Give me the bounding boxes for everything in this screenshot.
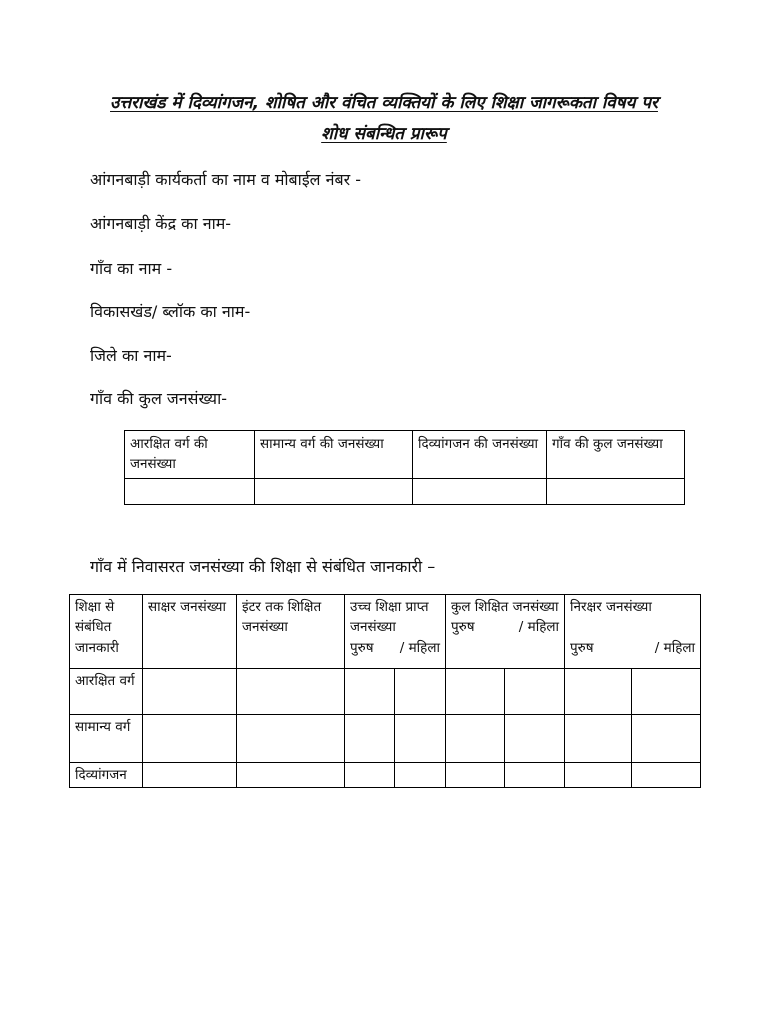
header-total-educated <box>446 595 565 669</box>
field-village-name: गाँव का नाम - <box>90 259 173 278</box>
header-total-educated-label: कुल शिक्षित जनसंख्या <box>451 599 559 615</box>
cell[interactable] <box>632 763 701 788</box>
education-table <box>69 594 701 788</box>
header-reserved-population: आरक्षित वर्ग की जनसंख्या <box>125 431 255 479</box>
education-section-heading: गाँव में निवासरत जनसंख्या की शिक्षा से संबंधित जानकारी – <box>90 557 436 576</box>
cell[interactable] <box>395 669 446 715</box>
cell[interactable] <box>143 669 237 715</box>
cell[interactable] <box>345 715 395 763</box>
table-row <box>70 669 701 715</box>
cell[interactable] <box>446 763 505 788</box>
cell[interactable] <box>237 669 345 715</box>
cell[interactable] <box>505 669 565 715</box>
row-label-disabled: दिव्यांगजन <box>70 763 143 788</box>
cell[interactable] <box>345 669 395 715</box>
cell[interactable] <box>446 669 505 715</box>
header-illiterate <box>565 595 701 669</box>
table-row <box>70 763 701 788</box>
cell[interactable] <box>143 763 237 788</box>
header-female: / महिला <box>654 640 696 657</box>
row-label-general: सामान्य वर्ग <box>70 715 143 763</box>
header-female: / महिला <box>399 639 440 656</box>
cell[interactable] <box>237 715 345 763</box>
cell[interactable] <box>395 763 446 788</box>
input-general-population[interactable] <box>255 479 413 505</box>
cell[interactable] <box>632 715 701 763</box>
input-reserved-population[interactable] <box>125 479 255 505</box>
header-male: पुरुष <box>451 619 475 636</box>
population-table <box>124 430 685 505</box>
cell[interactable] <box>345 763 395 788</box>
header-male: पुरुष <box>570 640 594 657</box>
header-literate: साक्षर जनसंख्या <box>143 595 237 669</box>
input-total-population[interactable] <box>547 479 685 505</box>
cell[interactable] <box>632 669 701 715</box>
field-district-name: जिले का नाम- <box>90 346 172 365</box>
header-education-info: शिक्षा से संबंधित जानकारी <box>70 595 143 669</box>
cell[interactable] <box>395 715 446 763</box>
document-title-line-1: उत्तराखंड में दिव्यांगजन, शोषित और वंचित व्यक्तियों के लिए शिक्षा जागरूकता विषय पर <box>110 93 658 113</box>
table-row <box>70 715 701 763</box>
header-inter-educated: इंटर तक शिक्षित जनसंख्या <box>237 595 345 669</box>
cell[interactable] <box>505 763 565 788</box>
header-male: पुरुष <box>350 639 374 656</box>
cell[interactable] <box>565 715 632 763</box>
field-village-population: गाँव की कुल जनसंख्या- <box>90 389 227 408</box>
cell[interactable] <box>565 763 632 788</box>
input-disabled-population[interactable] <box>413 479 547 505</box>
row-label-reserved: आरक्षित वर्ग <box>70 669 143 715</box>
field-worker-name-mobile: आंगनबाड़ी कार्यकर्ता का नाम व मोबाईल नंबर - <box>90 170 362 189</box>
header-general-population: सामान्य वर्ग की जनसंख्या <box>255 431 413 479</box>
field-block-name: विकासखंड/ ब्लॉक का नाम- <box>90 302 251 321</box>
document-title-line-2: शोध संबन्धित प्रारूप <box>321 124 447 144</box>
cell[interactable] <box>143 715 237 763</box>
header-higher-education-label: उच्च शिक्षा प्राप्त जनसंख्या <box>350 599 429 636</box>
header-higher-education <box>345 595 446 669</box>
cell[interactable] <box>565 669 632 715</box>
field-anganwadi-centre: आंगनबाड़ी केंद्र का नाम- <box>90 214 232 233</box>
cell[interactable] <box>237 763 345 788</box>
header-total-population: गाँव की कुल जनसंख्या <box>547 431 685 479</box>
header-female: / महिला <box>518 619 560 636</box>
cell[interactable] <box>446 715 505 763</box>
cell[interactable] <box>505 715 565 763</box>
header-illiterate-label: निरक्षर जनसंख्या <box>570 599 652 615</box>
header-disabled-population: दिव्यांगजन की जनसंख्या <box>413 431 547 479</box>
